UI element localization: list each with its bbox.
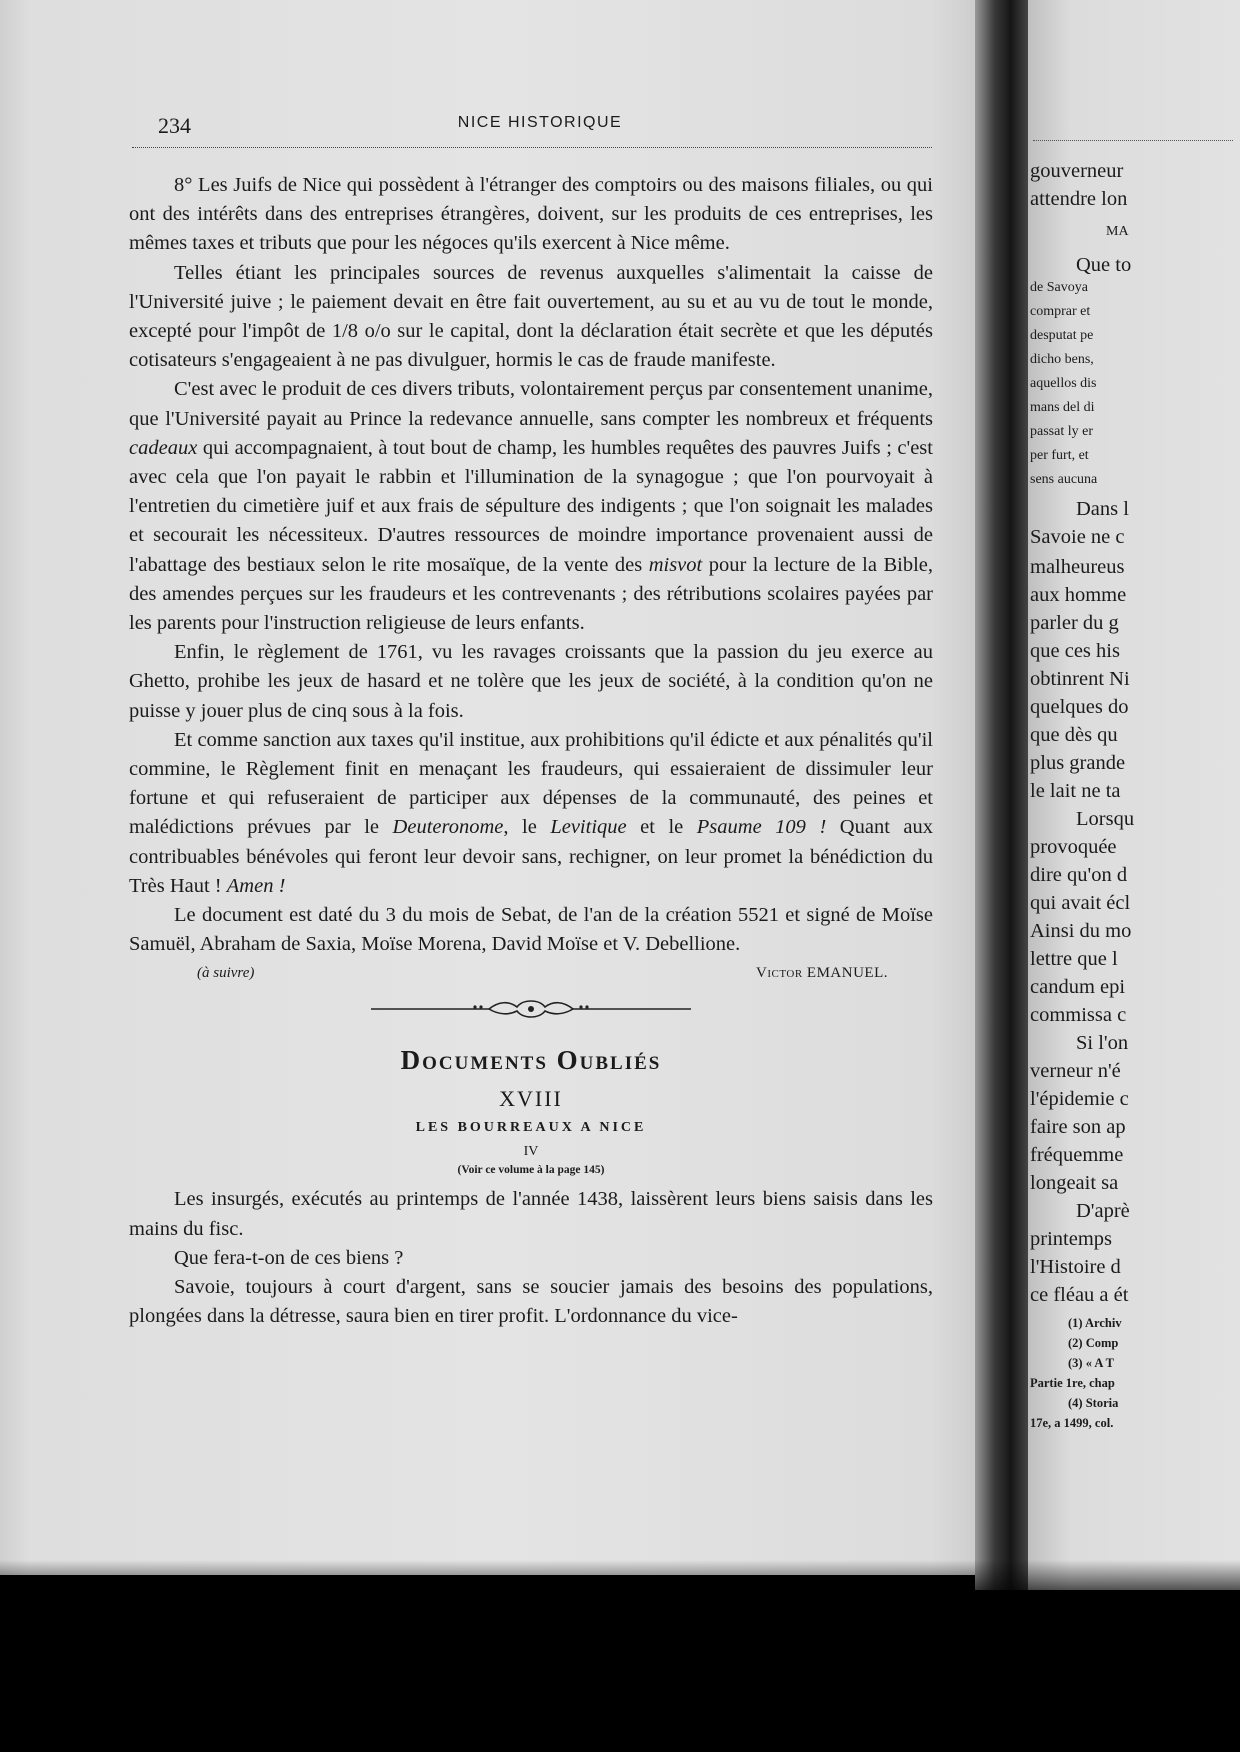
right-page-line: printemps (1030, 1228, 1112, 1250)
right-page-line: ce fléau a ét (1030, 1284, 1129, 1306)
page-number: 234 (158, 113, 191, 138)
right-page-line: candum epi (1030, 976, 1126, 998)
right-page-line: dire qu'on d (1030, 864, 1128, 886)
paragraph-5 (129, 726, 933, 901)
right-page-line: 17e, a 1499, col. (1030, 1416, 1114, 1430)
body-text (129, 171, 933, 1332)
section-paragraph-3: Savoie, toujours à court d'argent, sans se soucier jamais des besoins des populations, plongées dans la détresse, saura bien en tirer profit. L'ordonnance du vice- (129, 1276, 933, 1328)
right-page-line: mans del di (1030, 400, 1095, 415)
text-run: et le (626, 816, 697, 839)
italic-term: Amen ! (226, 874, 286, 897)
right-page-line: dicho bens, (1030, 352, 1094, 367)
page-bottom-shadow (0, 1560, 1240, 1600)
section-paragraph-1: Les insurgés, exécutés au printemps de l'année 1438, laissèrent leurs biens saisis dans les mains du fisc. (129, 1188, 933, 1240)
right-page-line: fréquemme (1030, 1144, 1124, 1166)
signature-line (129, 963, 933, 991)
right-page-line: D'aprè (1076, 1200, 1130, 1222)
right-page-line: aux homme (1030, 584, 1127, 606)
right-page-line: comprar et (1030, 304, 1091, 319)
right-page-line: Dans l (1076, 498, 1129, 520)
right-page-line: lettre que l (1030, 948, 1118, 970)
right-page-line: attendre lon (1030, 188, 1128, 210)
right-page-line: plus grande (1030, 752, 1126, 774)
right-page-line: Savoie ne c (1030, 526, 1125, 548)
right-page-line: qui avait écl (1030, 892, 1131, 914)
scanner-background (0, 1596, 1240, 1752)
right-page-line: aquellos dis (1030, 376, 1097, 391)
continuation-note: (à suivre) (197, 965, 255, 982)
text-run: , le (503, 816, 551, 839)
right-page-line: commissa c (1030, 1004, 1127, 1026)
italic-term: Levitique (550, 816, 627, 839)
right-page-line: passat ly er (1030, 424, 1093, 439)
section-subtitle: LES BOURREAUX A NICE (415, 1120, 647, 1136)
paragraph-2: Telles étiant les principales sources de revenus auxquelles s'alimentait la caisse de l'Université juive ; le paiement devait en être fait ouvertement, au su et au vu de tout le monde, excepté pour l'impôt de 1/8 o/o sur le capital, dont la déclaration était secrète et que les députés cotisateurs s'engageaient à ne pas divulguer, hormis le cas de fraude manifeste. (129, 261, 933, 372)
right-page-line: obtinrent Ni (1030, 668, 1130, 690)
right-page-line: MA (1106, 224, 1129, 239)
section-part: IV (523, 1144, 539, 1160)
text-run: C'est avec le produit de ces divers tributs, volontairement perçus par consentement unanime, que l'Université payait au Prince la redevance annuelle, sans compter les nombreux et fréquents (129, 378, 933, 430)
section-title: Documents Oubliés (400, 1045, 662, 1076)
right-page-line: le lait ne ta (1030, 780, 1121, 802)
paragraph-6: Le document est daté du 3 du mois de Sebat, de l'an de la création 5521 et signé de Moïse Samuël, Abraham de Saxia, Moïse Morena, David Moïse et V. Debellione. (129, 904, 933, 956)
section-number: XVIII (499, 1086, 563, 1112)
right-page-line: que ces his (1030, 640, 1120, 662)
right-page-line: (3) « A T (1068, 1356, 1114, 1370)
right-page-line: quelques do (1030, 696, 1129, 718)
section-paragraph-2: Que fera-t-on de ces biens ? (174, 1246, 404, 1269)
text-run: Quant aux contribuables bénévoles qui feront leur devoir sans, rechigner, on leur promet la bénédiction du Très Haut ! (129, 816, 934, 897)
italic-term: misvot (648, 553, 703, 576)
right-page-line: desputat pe (1030, 328, 1094, 343)
right-page-line: l'Histoire d (1030, 1256, 1121, 1278)
book-gutter (975, 0, 1030, 1590)
right-page-line: per furt, et (1030, 448, 1089, 463)
paragraph-1: 8° Les Juifs de Nice qui possèdent à l'étranger des comptoirs ou des maisons filiales, ou qui ont des intérêts dans des entreprises étrangères, doivent, sur les produits de ces entreprises, les mêmes taxes et tributs que pour les négoces qu'ils exercent à Nice même. (129, 174, 933, 255)
running-head (150, 113, 930, 143)
right-page-line: l'épidemie c (1030, 1088, 1129, 1110)
right-page-line: (2) Comp (1068, 1336, 1119, 1350)
paragraph-4: Enfin, le règlement de 1761, vu les ravages croissants que la passion du jeu exerce au Ghetto, prohibe les jeux de hasard et ne tolère que les jeux de société, à la condition qu'on ne puisse y jouer plus de cinq sous à la fois. (129, 641, 933, 722)
right-page-line: Si l'on (1076, 1032, 1129, 1054)
header-rule (132, 147, 932, 148)
right-page-line: verneur n'é (1030, 1060, 1121, 1082)
right-page-line: provoquée (1030, 836, 1117, 858)
right-page-line: que dès qu (1030, 724, 1118, 746)
italic-term: cadeaux (129, 436, 198, 459)
right-page-line: malheureus (1030, 556, 1125, 578)
right-page-edge (1028, 0, 1240, 1590)
right-page-line: (1) Archiv (1068, 1316, 1122, 1330)
right-header-rule (1033, 140, 1233, 141)
right-page-line: Lorsqu (1076, 808, 1135, 830)
right-page-line: de Savoya (1030, 280, 1088, 295)
text-run: pour la lecture de la Bible, des amendes perçues sur les fraudeurs et les contrevenants ; des rétributions scolaires payées par les parents pour l'instruction religieuse de leurs enfants. (129, 553, 933, 635)
ornament-divider-icon (371, 995, 691, 1021)
paragraph-3 (129, 375, 933, 638)
right-page-line: Partie 1re, chap (1030, 1376, 1115, 1390)
right-page-line: (4) Storia (1068, 1396, 1119, 1410)
italic-term: Psaume 109 ! (696, 816, 827, 839)
right-page-line: Ainsi du mo (1030, 920, 1132, 942)
running-title: NICE HISTORIQUE (457, 114, 623, 131)
section-reference: (Voir ce volume à la page 145) (457, 1164, 605, 1177)
right-page-line: gouverneur (1030, 160, 1124, 182)
author-signature: Victor EMANUEL. (756, 965, 888, 982)
text-run: qui accompagnaient, à tout bout de champ, les humbles requêtes des pauvres Juifs ; c'est avec cela que l'on payait le rabbin et l'illumination de la synagogue ; que l'on pourvoyait à l'entretien du cimetière juif et aux frais de sépulture des indigents ; que l'on soignait les malades et secourait les nécessiteux. D'autres ressources de moindre importance provenaient aussi de l'abattage des bestiaux selon le rite mosaïque, de la vente des (129, 436, 933, 576)
right-page-line: faire son ap (1030, 1116, 1126, 1138)
right-page-line: parler du g (1030, 612, 1119, 634)
right-page-line: Que to (1076, 254, 1132, 276)
right-page-line: sens aucuna (1030, 472, 1098, 487)
right-page-line: longeait sa (1030, 1172, 1119, 1194)
text-run: Et comme sanction aux taxes qu'il institue, aux prohibitions qu'il édicte et aux pénalités qu'il commine, le Règlement finit en menaçant les fraudeurs, qui essaieraient de dissimuler leur fortune et qui refuseraient de participer aux dépenses de la communauté, des peines et malédictions prévues par le (129, 728, 933, 839)
italic-term: Deuteronome (392, 816, 504, 839)
